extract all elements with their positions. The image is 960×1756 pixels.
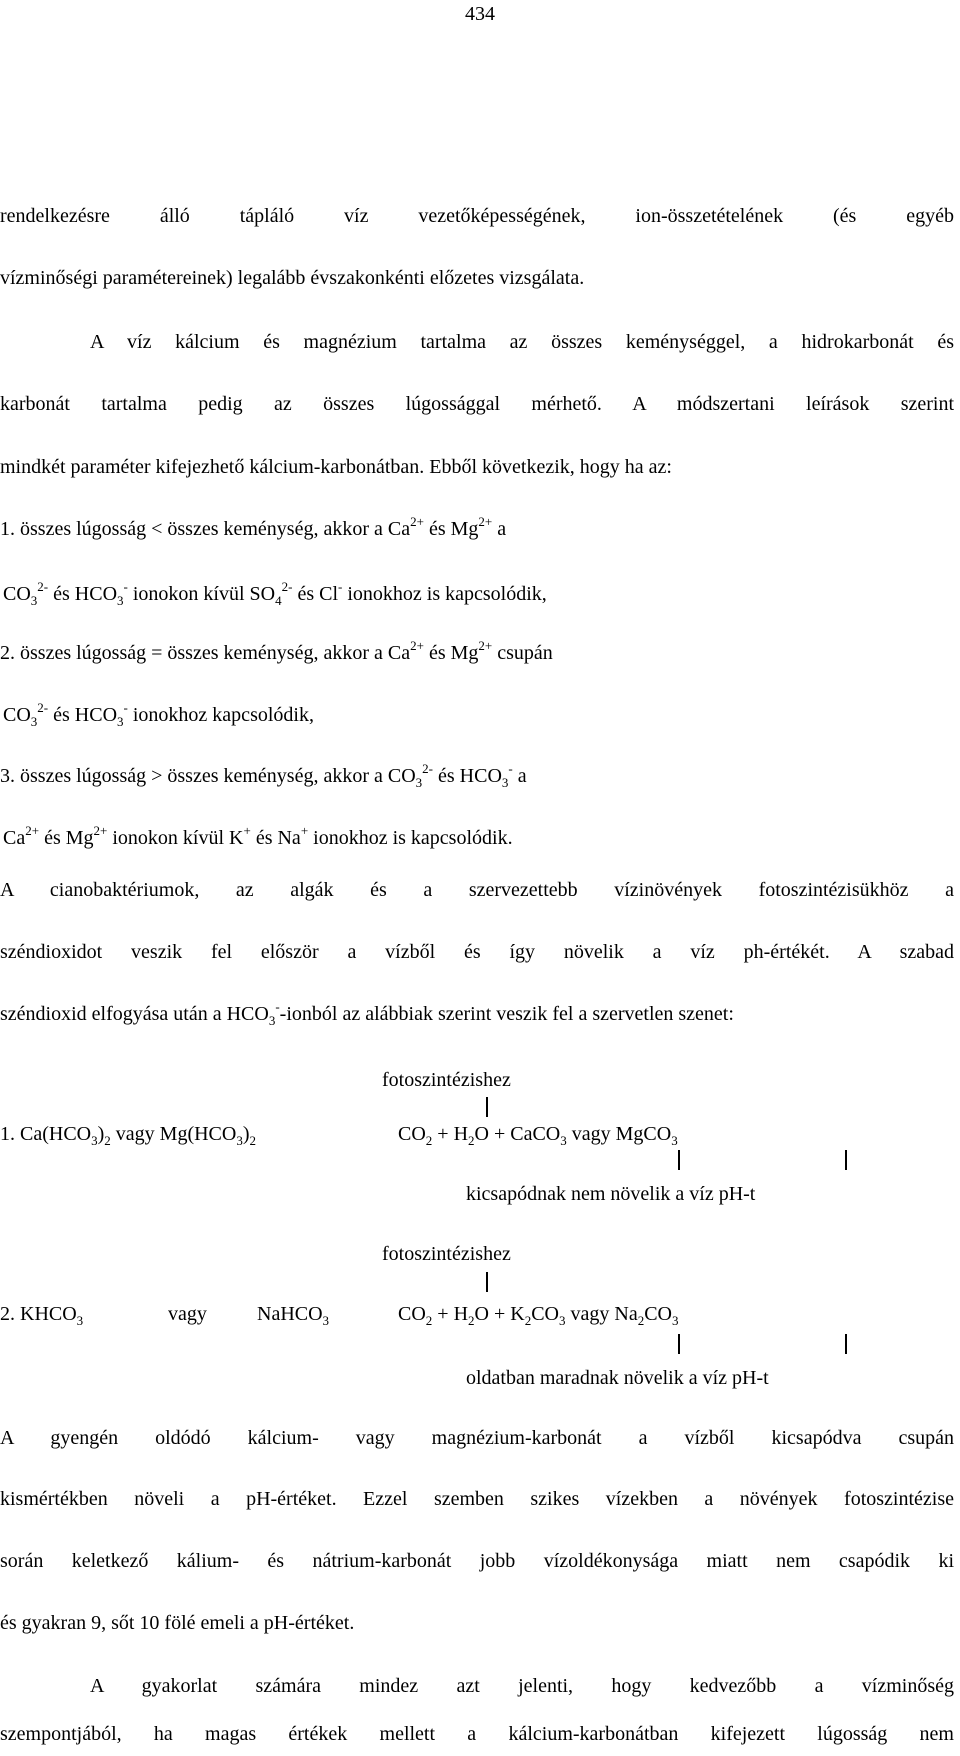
list-text: 3. összes lúgosság > összes keménység, akkor a CO: [0, 765, 416, 787]
equation-2-reactant-1: [0, 1302, 83, 1326]
formula-text: O + CaCO: [474, 1123, 561, 1145]
subscript: 3: [501, 775, 509, 790]
equation-2-connector-word: vagy: [168, 1303, 207, 1325]
equation-2-products: [398, 1302, 679, 1326]
formula-text: CO: [644, 1303, 672, 1325]
superscript: 2+: [478, 638, 493, 653]
equation-1-connector: [486, 1097, 488, 1117]
superscript: 2-: [281, 579, 293, 594]
formula-text: ): [242, 1123, 250, 1145]
equation-2-bracket-right: [845, 1334, 847, 1354]
superscript: -: [338, 579, 343, 594]
list-text: a: [512, 765, 527, 787]
formula-text: CO: [398, 1123, 426, 1145]
subscript: 3: [672, 1313, 679, 1328]
superscript: 2-: [422, 761, 433, 776]
superscript: -: [275, 999, 280, 1014]
list-text: és Mg: [423, 642, 479, 664]
equation-1-bracket-left: [678, 1150, 680, 1170]
subscript: 2: [104, 1133, 111, 1148]
subscript: 3: [76, 1313, 84, 1328]
list-text: csupán: [492, 642, 553, 664]
equation-2-note: oldatban maradnak növelik a víz pH-t: [466, 1367, 769, 1389]
superscript: -: [123, 579, 128, 594]
formula-text: + H: [432, 1123, 469, 1145]
subscript: 3: [117, 714, 124, 729]
equation-1-products: [398, 1122, 678, 1146]
equation-1-reactants: [0, 1122, 256, 1146]
formula-text: + H: [432, 1303, 469, 1325]
subscript: 3: [671, 1133, 678, 1148]
equation-2-bracket-left: [678, 1334, 680, 1354]
subscript: 2: [468, 1313, 475, 1328]
formula-text: és HCO: [48, 704, 118, 726]
superscript: 2+: [93, 823, 108, 838]
superscript: +: [243, 823, 251, 838]
superscript: 2-: [37, 579, 49, 594]
formula-text: CO: [398, 1303, 426, 1325]
subscript: 3: [91, 1133, 98, 1148]
formula-text: NaHCO: [257, 1303, 323, 1325]
subscript: 3: [560, 1133, 567, 1148]
subscript: 3: [30, 714, 38, 729]
formula-text: és Mg: [39, 827, 94, 849]
paragraph-text: széndioxid elfogyása után a HCO: [0, 1003, 269, 1025]
formula-text: vagy Mg(HCO: [110, 1123, 237, 1145]
paragraph-3-line-2: kismértékben növeli a pH-értéket. Ezzel szemben szikes vízekben a növények fotoszintézise: [0, 1488, 954, 1510]
subscript: 4: [275, 593, 282, 608]
subscript: 2: [425, 1313, 433, 1328]
formula-text: CO: [3, 583, 31, 605]
equation-2-connector: [486, 1272, 488, 1292]
formula-text: ionokon kívül SO: [127, 583, 276, 605]
formula-text: 2. KHCO: [0, 1303, 77, 1325]
paragraph-1-line-1: rendelkezésre álló tápláló víz vezetőképességének, ion-összetételének (és egyéb: [0, 205, 954, 227]
formula-text: ionokhoz is kapcsolódik.: [308, 827, 513, 849]
subscript: 3: [117, 593, 124, 608]
formula-text: ): [97, 1123, 105, 1145]
list-text: és Mg: [423, 518, 479, 540]
superscript: -: [508, 761, 513, 776]
paragraph-2-line-1: A cianobaktériumok, az algák és a szervezettebb vízinövények fotoszintézisükhöz a: [0, 879, 954, 901]
list-item-2-line-1: [0, 638, 960, 665]
superscript: 2+: [410, 638, 424, 653]
subscript: 2: [524, 1313, 532, 1328]
list-item-1-line-1: [0, 514, 960, 541]
formula-text: ionokon kívül K: [107, 827, 244, 849]
list-item-1-line-2: [3, 579, 960, 608]
paragraph-1-line-2: vízminőségi paramétereinek) legalább évszakonkénti előzetes vizsgálata.: [0, 267, 585, 289]
paragraph-2-line-2: széndioxidot veszik fel először a vízből és így növelik a víz ph-értékét. A szabad: [0, 941, 954, 963]
paragraph-3-line-1: A gyengén oldódó kálcium- vagy magnézium-karbonát a vízből kicsapódva csupán: [0, 1427, 954, 1449]
formula-text: O + K: [474, 1303, 525, 1325]
paragraph-1-line-3: A víz kálcium és magnézium tartalma az összes keménységgel, a hidrokarbonát és: [90, 331, 954, 353]
paragraph-text: -ionból az alábbiak szerint veszik fel a szervetlen szenet:: [279, 1003, 734, 1025]
list-text: 2. összes lúgosság = összes keménység, akkor a Ca: [0, 642, 411, 664]
formula-text: ionokhoz is kapcsolódik,: [342, 583, 547, 605]
subscript: 3: [236, 1133, 243, 1148]
formula-text: és Na: [250, 827, 301, 849]
subscript: 2: [425, 1133, 433, 1148]
list-item-3-line-1: [0, 761, 960, 790]
subscript: 2: [249, 1133, 256, 1148]
list-text: és HCO: [433, 765, 502, 787]
paragraph-1-line-4: karbonát tartalma pedig az összes lúgossággal mérhető. A módszertani leírások szerint: [0, 393, 954, 415]
formula-text: és HCO: [48, 583, 118, 605]
superscript: 2-: [37, 700, 49, 715]
subscript: 2: [637, 1313, 645, 1328]
superscript: -: [123, 700, 128, 715]
formula-text: CO: [3, 704, 31, 726]
subscript: 3: [415, 775, 423, 790]
list-text: 1. összes lúgosság < összes keménység, akkor a Ca: [0, 518, 411, 540]
subscript: 3: [322, 1313, 330, 1328]
paragraph-1-line-5: mindkét paraméter kifejezhető kálcium-karbonátban. Ebből következik, hogy ha az:: [0, 456, 672, 478]
subscript: 3: [559, 1313, 566, 1328]
formula-text: és Cl: [292, 583, 339, 605]
equation-1-bracket-right: [845, 1150, 847, 1170]
equation-1-label: fotoszintézishez: [382, 1069, 511, 1091]
paragraph-2-line-3: [0, 999, 960, 1028]
paragraph-4-line-2: szempontjából, ha magas értékek mellett a kálcium-karbonátban kifejezett lúgosság nem: [0, 1723, 954, 1745]
superscript: 2+: [25, 823, 40, 838]
list-item-2-line-2: [3, 700, 960, 729]
formula-text: Ca: [3, 827, 26, 849]
superscript: 2+: [478, 514, 493, 529]
subscript: 3: [30, 593, 38, 608]
formula-text: 1. Ca(HCO: [0, 1123, 92, 1145]
equation-1-note: kicsapódnak nem növelik a víz pH-t: [466, 1183, 756, 1205]
page-number: 434: [465, 3, 495, 25]
superscript: +: [300, 823, 309, 838]
list-text: a: [492, 518, 507, 540]
paragraph-3-line-3: során keletkező kálium- és nátrium-karbonát jobb vízoldékonysága miatt nem csapódik ki: [0, 1550, 954, 1572]
subscript: 3: [268, 1013, 276, 1028]
formula-text: vagy MgCO: [566, 1123, 672, 1145]
equation-2-reactant-2: [257, 1302, 329, 1326]
formula-text: CO: [531, 1303, 559, 1325]
subscript: 2: [468, 1133, 475, 1148]
superscript: 2+: [410, 514, 424, 529]
paragraph-4-line-1: A gyakorlat számára mindez azt jelenti, hogy kedvezőbb a vízminőség: [90, 1675, 954, 1697]
formula-text: vagy Na: [565, 1303, 638, 1325]
list-item-3-line-2: [3, 823, 960, 850]
paragraph-3-line-4: és gyakran 9, sőt 10 fölé emeli a pH-értéket.: [0, 1612, 355, 1634]
formula-text: ionokhoz kapcsolódik,: [127, 704, 314, 726]
equation-2-label: fotoszintézishez: [382, 1243, 511, 1265]
